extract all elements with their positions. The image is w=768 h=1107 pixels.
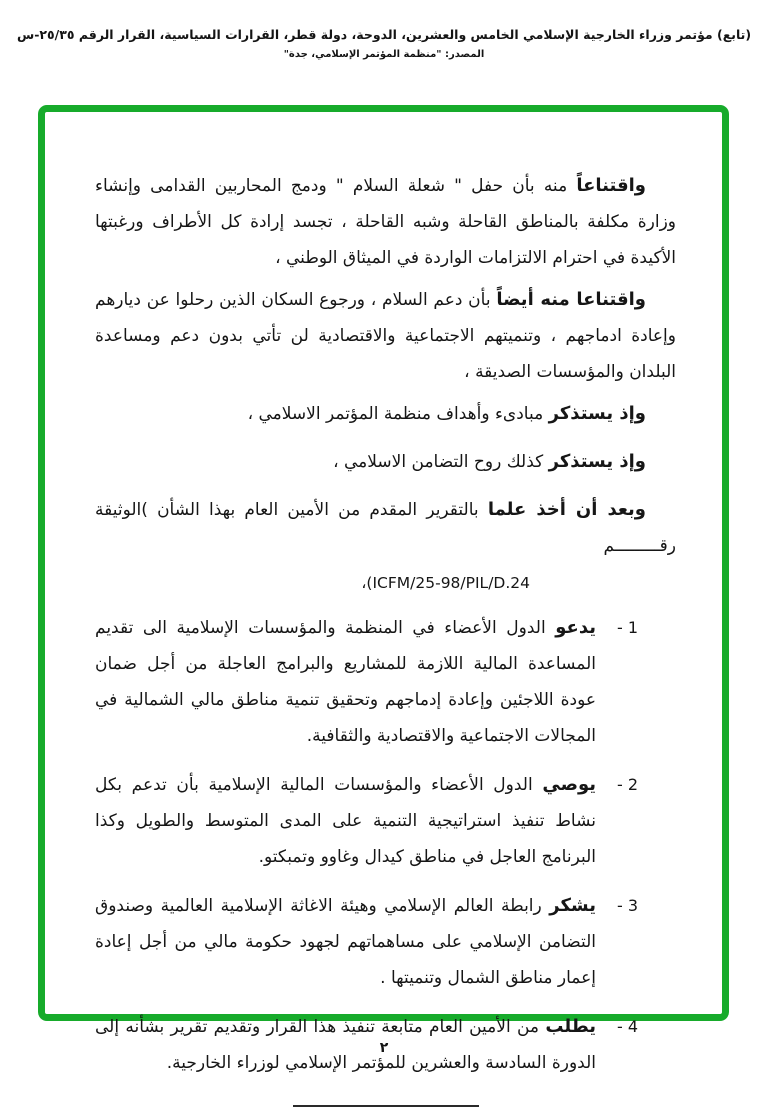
item-number: 3 - bbox=[616, 896, 638, 915]
item-number: 2 - bbox=[616, 775, 638, 794]
item-text bbox=[95, 888, 596, 996]
item-body-text: رابطة العالم الإسلامي وهيئة الاغاثة الإسلامية العالمية وصندوق التضامن الإسلامي على مساهماتهم لجهود حكومة مالي من أجل إعادة إعمار مناطق الشمال وتنميتها . bbox=[95, 896, 596, 988]
paragraph-lead-word: وبعد أن أخذ علما bbox=[487, 499, 646, 520]
paragraph-lead-word: واقتناعاً bbox=[576, 175, 646, 196]
item-number: 4 - bbox=[616, 1017, 638, 1036]
item-text bbox=[95, 610, 596, 754]
header-source-line: المصدر: "منظمة المؤتمر الإسلامي، جدة" bbox=[283, 49, 485, 60]
paragraph-lead-word: واقتناعا منه أيضاً bbox=[496, 289, 646, 310]
item-lead-word: يوصي bbox=[542, 774, 597, 795]
preamble-paragraph bbox=[95, 168, 676, 276]
green-border-frame bbox=[38, 105, 729, 1073]
paragraph-text: كذلك روح التضامن الاسلامي ، bbox=[333, 452, 544, 472]
resolution-item bbox=[95, 767, 638, 875]
paragraph-text: بأن دعم السلام ، ورجوع السكان الذين رحلوا عن ديارهم وإعادة ادماجهم ، وتنميتهم الاجتماعية والاقتصادية لن تأتي بدون دعم ومساعدة البلدان والمؤسسات الصديقة ، bbox=[95, 290, 676, 382]
item-lead-word: يدعو bbox=[555, 617, 596, 638]
document-body bbox=[95, 168, 676, 1107]
item-lead-word: يطلب bbox=[545, 1016, 597, 1037]
header-continuation-line: (تابع) مؤتمر وزراء الخارجية الإسلامي الخامس والعشرين، الدوحة، دولة قطر، القرارات السياسية، القرار الرقم ٢٥/٣٥-س bbox=[16, 27, 752, 42]
item-body-text: الدول الأعضاء والمؤسسات المالية الإسلامية بأن تدعم بكل نشاط تنفيذ استراتيجية التنمية على المدى المتوسط والطويل وكذا البرنامج العاجل في مناطق كيدال وغاوو وتمبكتو. bbox=[95, 775, 596, 867]
document-reference-code: ،(ICFM/25-98/PIL/D.24 bbox=[361, 574, 530, 592]
preamble-paragraph bbox=[95, 282, 676, 390]
item-number: 1 - bbox=[616, 618, 638, 637]
item-lead-word: يشكر bbox=[549, 895, 596, 916]
resolution-item bbox=[95, 610, 638, 754]
paragraph-text: بالتقرير المقدم من الأمين العام بهذا الشأن )الوثيقة رقـــــــــم bbox=[95, 500, 676, 556]
item-text bbox=[95, 767, 596, 875]
document-header bbox=[0, 27, 768, 60]
paragraph-text: منه بأن حفل " شعلة السلام " ودمج المحاربين القدامى وإنشاء وزارة مكلفة بالمناطق القاحلة وشبه القاحلة ، تجسد إرادة كل الأطراف ورغبتها الأكيدة في احترام الالتزامات الواردة في الميثاق الوطني ، bbox=[95, 176, 676, 268]
item-body-text: الدول الأعضاء في المنظمة والمؤسسات الإسلامية الى تقديم المساعدة المالية اللازمة للمشاريع والبرامج العاجلة من أجل ضمان عودة اللاجئين وإعادة إدماجهم وتحقيق تنمية مناطق مالي الشمالية في المجالات الاجتماعية والاقتصادية والثقافية. bbox=[95, 618, 596, 746]
paragraph-lead-word: وإذ يستذكر bbox=[548, 451, 646, 472]
preamble-paragraph bbox=[95, 396, 676, 432]
page-number: ٢ bbox=[379, 1040, 389, 1056]
paragraph-text: مبادىء وأهداف منظمة المؤتمر الاسلامي ، bbox=[247, 404, 544, 424]
item-body-text: من الأمين العام متابعة تنفيذ هذا القرار وتقديم تقرير بشأنه إلى الدورة السادسة والعشرين للمؤتمر الإسلامي لوزراء الخارجية. bbox=[95, 1017, 596, 1073]
preamble-paragraph bbox=[95, 492, 676, 564]
paragraph-lead-word: وإذ يستذكر bbox=[548, 403, 646, 424]
resolution-item bbox=[95, 888, 638, 996]
preamble-paragraph bbox=[95, 444, 676, 480]
